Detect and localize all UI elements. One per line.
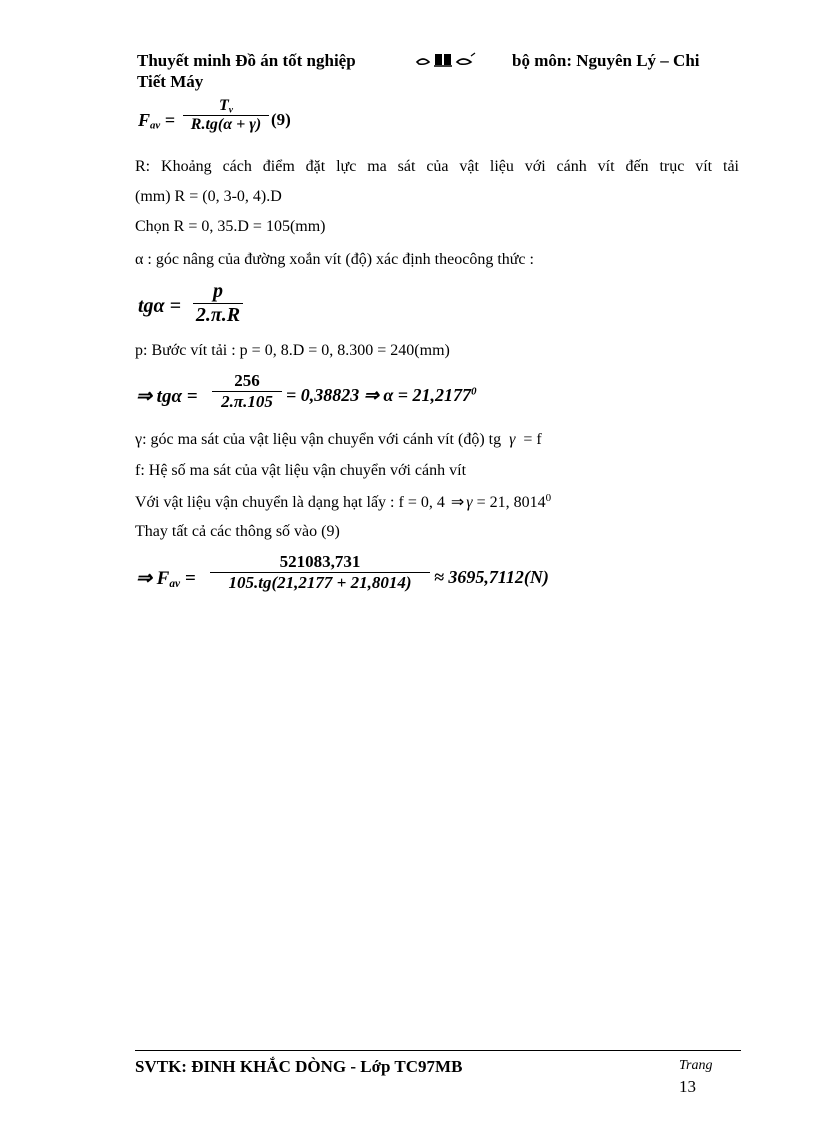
text-substitution: Thay tất cả các thông số vào (9)	[135, 523, 340, 540]
footer-divider	[135, 1050, 741, 1051]
footer-page-number: 13	[679, 1077, 696, 1096]
header-department: bộ môn: Nguyên Lý – Chi	[512, 51, 700, 70]
text-r-range: (mm) R = (0, 3-0, 4).D	[135, 188, 282, 205]
text-friction-coefficient: f: Hệ số ma sát của vật liệu vận chuyển với cánh vít	[135, 462, 467, 479]
header-title: Thuyết minh Đồ án tốt nghiệp	[137, 51, 356, 70]
header-department-wrap: Tiết Máy	[137, 72, 204, 91]
formula-alpha-fraction: 256 2.π.105	[212, 371, 282, 412]
text-friction-value: Với vật liệu vận chuyển là dạng hạt lấy : f = 0, 4 ⇒ γ = 21, 8014$^0$	[135, 492, 552, 511]
formula-fav-lhs: $F_{av}$ =	[138, 110, 175, 132]
text-gamma-definition: γ: góc ma sát của vật liệu vận chuyển với cánh vít (độ) tg γ = f	[135, 431, 542, 448]
text-r-choice: Chọn R = 0, 35.D = 105(mm)	[135, 218, 326, 235]
footer-trang-label: Trang	[679, 1058, 713, 1073]
text-pitch: p: Bước vít tải : p = 0, 8.D = 0, 8.300 = 240(mm)	[135, 342, 450, 359]
formula-tga-lhs: tgα =	[138, 295, 182, 317]
formula-alpha-lhs: ⇒ tgα =	[136, 386, 198, 407]
formula-result-fraction: 521083,731 105.tg(21,2177 + 21,8014)	[210, 552, 430, 593]
ornament-icon	[415, 50, 477, 70]
formula-result-rhs: ≈ 3695,7112(N)	[434, 567, 549, 587]
formula-fav-fraction: $T_v$ R.tg(α + γ)	[183, 97, 269, 134]
formula-result-lhs: ⇒ $F_{av}$ =	[136, 568, 196, 590]
formula-tag: (9)	[271, 110, 291, 129]
formula-tga-fraction: p 2.π.R	[193, 280, 243, 327]
text-alpha-definition: α : góc nâng của đường xoắn vít (độ) xác định theocông thức :	[135, 251, 534, 268]
formula-alpha-rhs: = 0,38823 ⇒ $\alpha = 21,2177^0$	[286, 385, 477, 405]
text-r-definition: R: Khoảng cách điểm đặt lực ma sát của vật liệu với cánh vít đến trục vít tải	[135, 158, 739, 175]
footer-student: SVTK: ĐINH KHẮC DÒNG - Lớp TC97MB	[135, 1057, 463, 1076]
